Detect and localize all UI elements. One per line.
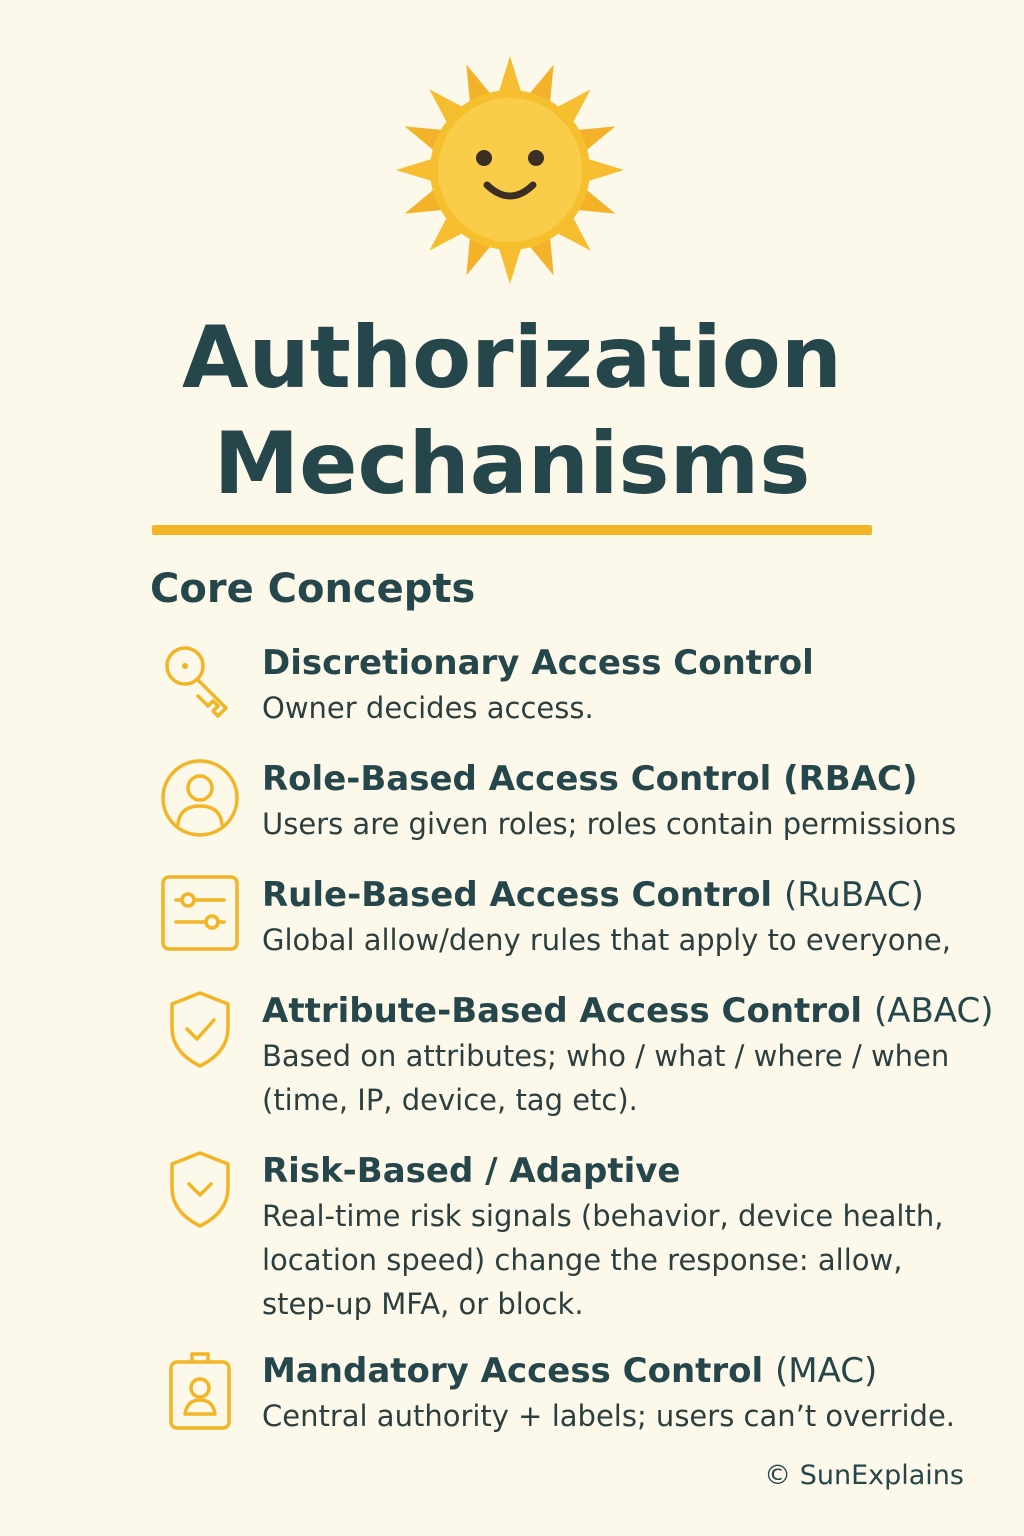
concept-name: Rule-Based Access Control — [262, 875, 773, 915]
page-title — [0, 305, 1024, 517]
concept-name: Discretionary Access Control — [262, 643, 814, 683]
concept-abbr: (ABAC) — [873, 991, 994, 1031]
shield-chevron-icon — [158, 1148, 242, 1232]
concept-desc-line: Real-time risk signals (behavior, device health, — [262, 1199, 944, 1233]
shield-check-icon — [158, 988, 242, 1072]
concept-name: Risk-Based / Adaptive — [262, 1151, 681, 1191]
badge-user-icon — [158, 1348, 242, 1432]
concept-desc-line: Users are given roles; roles contain permissions — [262, 807, 957, 841]
section-title: Core Concepts — [150, 566, 476, 612]
concept-name: Role-Based Access Control (RBAC) — [262, 759, 918, 799]
title-divider — [152, 525, 872, 535]
concept-desc-line: step-up MFA, or block. — [262, 1287, 584, 1321]
title-line-1: Authorization — [181, 308, 843, 408]
concept-desc-line: Owner decides access. — [262, 691, 594, 725]
concept-abbr: (RuBAC) — [783, 875, 924, 915]
user-circle-icon — [158, 756, 242, 840]
concept-abbr: (MAC) — [775, 1351, 878, 1391]
copyright-footer: © SunExplains — [764, 1460, 964, 1491]
concept-desc-line: Based on attributes; who / what / where / when — [262, 1039, 950, 1073]
sliders-icon — [158, 872, 242, 956]
title-line-2: Mechanisms — [213, 414, 811, 514]
concept-name: Mandatory Access Control — [262, 1351, 764, 1391]
concept-desc-line: location speed) change the response: allow, — [262, 1243, 903, 1277]
concept-desc-line: Central authority + labels; users can’t override. — [262, 1399, 956, 1433]
key-icon — [158, 640, 242, 724]
concept-desc-line: (time, IP, device, tag etc). — [262, 1083, 638, 1117]
sun-mascot-icon — [395, 55, 625, 285]
concept-desc-line: Global allow/deny rules that apply to everyone, — [262, 923, 951, 957]
concept-name: Attribute-Based Access Control — [262, 991, 863, 1031]
